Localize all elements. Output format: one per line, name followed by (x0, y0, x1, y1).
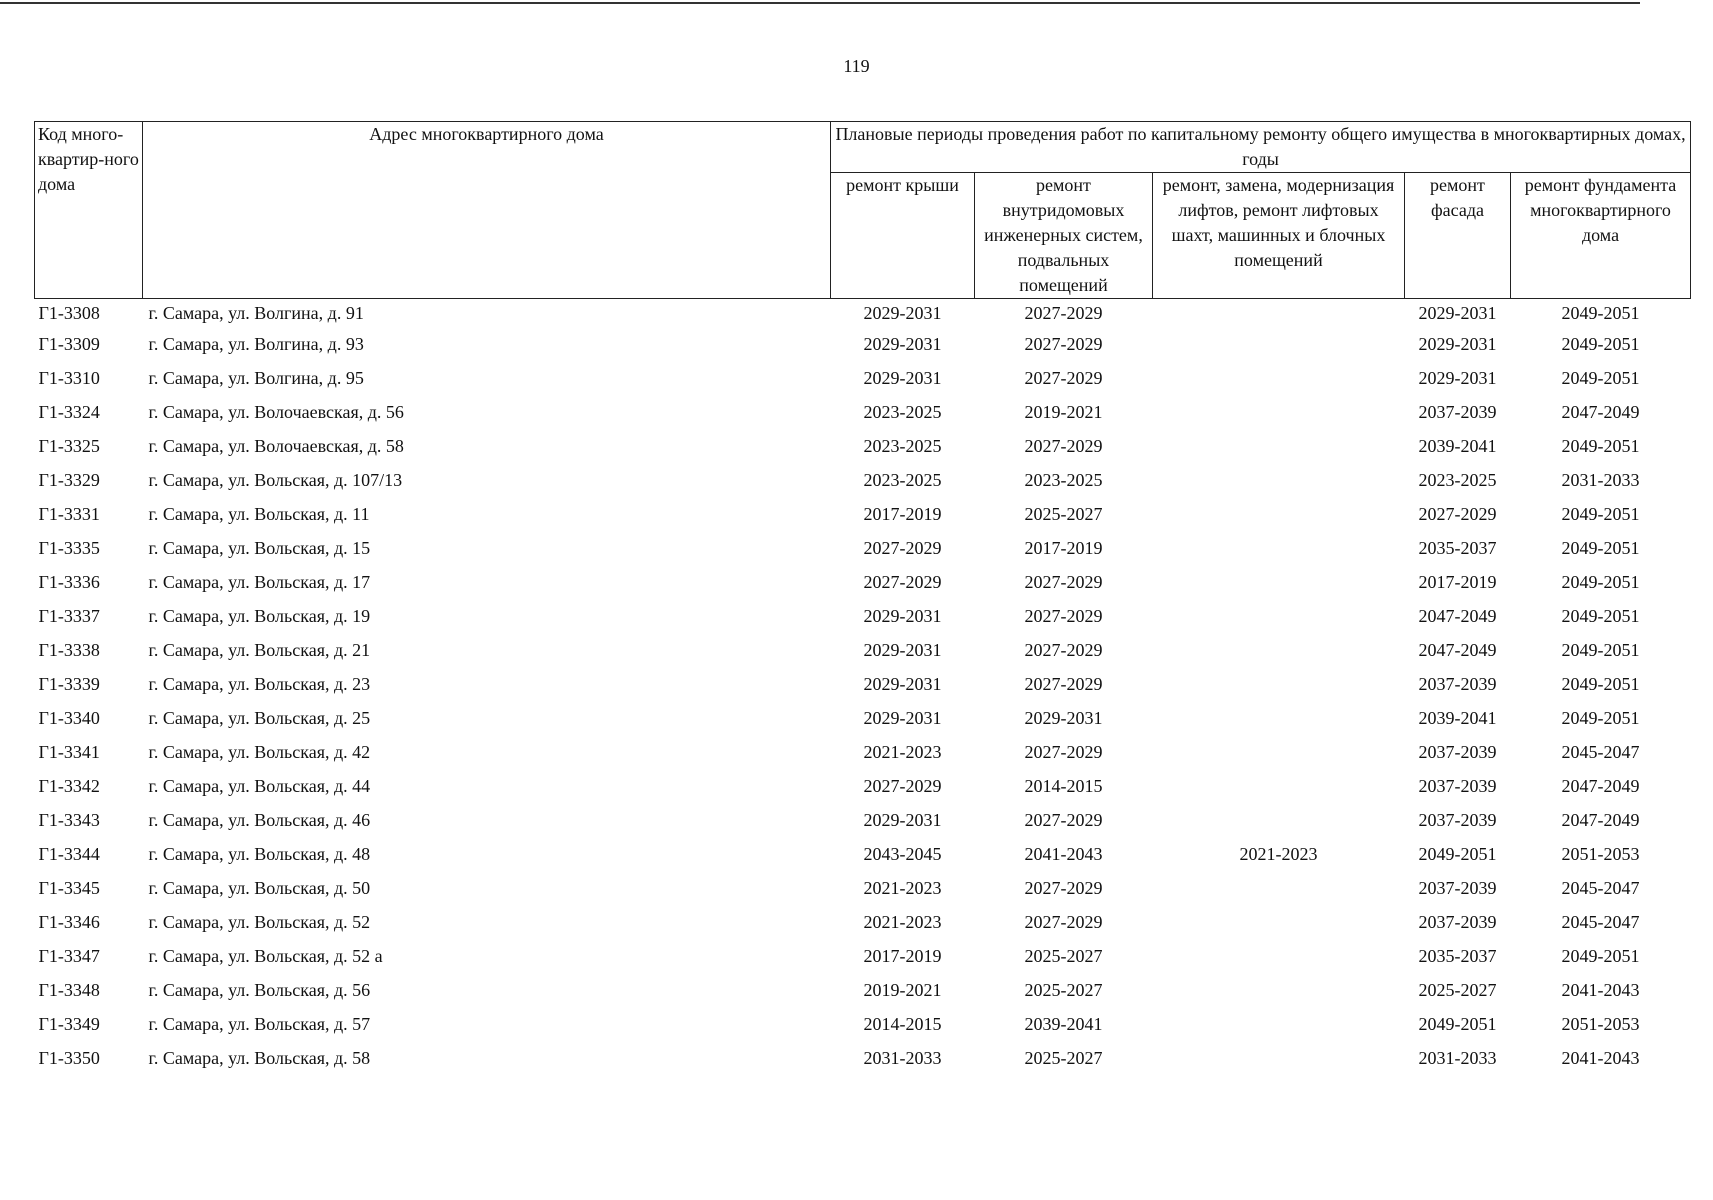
cell-elevators (1153, 939, 1405, 973)
cell-engineering: 2025-2027 (1024, 979, 1103, 1000)
header-foundation: ремонт фундамента многоквартирного дома (1511, 173, 1691, 299)
header-address: Адрес многоквартирного дома (143, 122, 831, 299)
cell-elevators (1153, 667, 1405, 701)
header-row-1 (35, 122, 1691, 173)
cell-facade: 2047-2049 (1418, 605, 1497, 626)
cell-address: г. Самара, ул. Вольская, д. 44 (148, 775, 371, 796)
cell-address: г. Самара, ул. Вольская, д. 50 (148, 877, 371, 898)
cell-elevators (1153, 871, 1405, 905)
cell-foundation: 2049-2051 (1561, 639, 1640, 660)
table-row (35, 1041, 1691, 1075)
cell-roof: 2023-2025 (863, 469, 942, 490)
cell-foundation: 2049-2051 (1561, 367, 1640, 388)
table-header (35, 122, 1691, 299)
cell-elevators (1153, 701, 1405, 735)
cell-elevators (1153, 1007, 1405, 1041)
cell-foundation: 2049-2051 (1561, 333, 1640, 354)
cell-facade: 2029-2031 (1418, 333, 1497, 354)
cell-foundation: 2049-2051 (1561, 673, 1640, 694)
cell-engineering: 2027-2029 (1024, 605, 1103, 626)
cell-address: г. Самара, ул. Вольская, д. 11 (148, 503, 370, 524)
cell-engineering: 2027-2029 (1024, 571, 1103, 592)
cell-engineering: 2027-2029 (1024, 877, 1103, 898)
cell-facade: 2027-2029 (1418, 503, 1497, 524)
cell-address: г. Самара, ул. Волгина, д. 95 (148, 367, 364, 388)
cell-code: Г1-3349 (38, 1013, 100, 1034)
cell-elevators (1153, 1041, 1405, 1075)
cell-engineering: 2025-2027 (1024, 503, 1103, 524)
cell-address: г. Самара, ул. Вольская, д. 25 (148, 707, 371, 728)
cell-roof: 2014-2015 (863, 1013, 942, 1034)
table-row (35, 299, 1691, 328)
cell-foundation: 2041-2043 (1561, 1047, 1640, 1068)
cell-engineering: 2027-2029 (1024, 435, 1103, 456)
table-row (35, 1007, 1691, 1041)
page-number: 119 (843, 56, 870, 76)
cell-code: Г1-3342 (38, 775, 100, 796)
cell-code: Г1-3348 (38, 979, 100, 1000)
cell-elevators (1153, 565, 1405, 599)
cell-elevators (1153, 769, 1405, 803)
table-row (35, 361, 1691, 395)
cell-code: Г1-3346 (38, 911, 100, 932)
cell-code: Г1-3341 (38, 741, 100, 762)
table-row (35, 395, 1691, 429)
cell-elevators (1153, 633, 1405, 667)
header-engineering: ремонт внутридомовых инженерных систем, подвальных помещений (975, 173, 1153, 299)
cell-address: г. Самара, ул. Вольская, д. 56 (148, 979, 371, 1000)
cell-foundation: 2045-2047 (1561, 911, 1640, 932)
cell-roof: 2029-2031 (863, 333, 942, 354)
cell-address: г. Самара, ул. Вольская, д. 15 (148, 537, 371, 558)
cell-roof: 2017-2019 (863, 945, 942, 966)
cell-roof: 2043-2045 (863, 843, 942, 864)
cell-engineering: 2027-2029 (1024, 809, 1103, 830)
table-row (35, 497, 1691, 531)
cell-roof: 2021-2023 (863, 911, 942, 932)
header-code: Код много-квартир-ного дома (35, 122, 143, 299)
top-rule (0, 2, 1640, 4)
cell-roof: 2021-2023 (863, 877, 942, 898)
cell-foundation: 2049-2051 (1561, 302, 1640, 323)
cell-address: г. Самара, ул. Волгина, д. 91 (148, 302, 364, 323)
cell-foundation: 2045-2047 (1561, 877, 1640, 898)
cell-address: г. Самара, ул. Волочаевская, д. 58 (148, 435, 404, 456)
cell-code: Г1-3340 (38, 707, 100, 728)
table-row (35, 769, 1691, 803)
header-planned-periods: Плановые периоды проведения работ по капитальному ремонту общего имущества в многоквартирных домах, годы (831, 122, 1691, 173)
cell-facade: 2029-2031 (1418, 302, 1497, 323)
table-row (35, 871, 1691, 905)
cell-roof: 2017-2019 (863, 503, 942, 524)
cell-code: Г1-3336 (38, 571, 100, 592)
cell-foundation: 2049-2051 (1561, 435, 1640, 456)
cell-elevators (1153, 463, 1405, 497)
cell-code: Г1-3350 (38, 1047, 100, 1068)
cell-foundation: 2047-2049 (1561, 809, 1640, 830)
cell-address: г. Самара, ул. Вольская, д. 52 а (148, 945, 383, 966)
cell-address: г. Самара, ул. Вольская, д. 21 (148, 639, 371, 660)
cell-engineering: 2041-2043 (1024, 843, 1103, 864)
cell-roof: 2027-2029 (863, 775, 942, 796)
cell-foundation: 2051-2053 (1561, 843, 1640, 864)
cell-roof: 2029-2031 (863, 605, 942, 626)
cell-engineering: 2014-2015 (1024, 775, 1103, 796)
cell-foundation: 2047-2049 (1561, 775, 1640, 796)
cell-code: Г1-3331 (38, 503, 100, 524)
cell-address: г. Самара, ул. Вольская, д. 17 (148, 571, 371, 592)
cell-code: Г1-3347 (38, 945, 100, 966)
cell-foundation: 2049-2051 (1561, 945, 1640, 966)
cell-roof: 2019-2021 (863, 979, 942, 1000)
cell-foundation: 2049-2051 (1561, 707, 1640, 728)
cell-code: Г1-3335 (38, 537, 100, 558)
cell-code: Г1-3344 (38, 843, 100, 864)
cell-facade: 2025-2027 (1418, 979, 1497, 1000)
cell-address: г. Самара, ул. Вольская, д. 107/13 (148, 469, 403, 490)
cell-roof: 2029-2031 (863, 639, 942, 660)
header-elevators: ремонт, замена, модернизация лифтов, ремонт лифтовых шахт, машинных и блочных помещений (1153, 173, 1405, 299)
table-row (35, 463, 1691, 497)
cell-engineering: 2017-2019 (1024, 537, 1103, 558)
cell-engineering: 2025-2027 (1024, 1047, 1103, 1068)
table-row (35, 531, 1691, 565)
table-row (35, 633, 1691, 667)
cell-facade: 2017-2019 (1418, 571, 1497, 592)
cell-foundation: 2045-2047 (1561, 741, 1640, 762)
cell-engineering: 2027-2029 (1024, 741, 1103, 762)
cell-elevators (1153, 735, 1405, 769)
header-roof: ремонт крыши (831, 173, 975, 299)
cell-engineering: 2027-2029 (1024, 367, 1103, 388)
cell-facade: 2039-2041 (1418, 435, 1497, 456)
cell-facade: 2037-2039 (1418, 877, 1497, 898)
cell-address: г. Самара, ул. Вольская, д. 48 (148, 843, 371, 864)
cell-facade: 2049-2051 (1418, 843, 1497, 864)
cell-roof: 2029-2031 (863, 707, 942, 728)
cell-elevators (1153, 361, 1405, 395)
cell-facade: 2031-2033 (1418, 1047, 1497, 1068)
cell-facade: 2037-2039 (1418, 673, 1497, 694)
cell-address: г. Самара, ул. Вольская, д. 46 (148, 809, 371, 830)
cell-elevators (1153, 531, 1405, 565)
cell-elevators (1153, 327, 1405, 361)
cell-elevators (1153, 599, 1405, 633)
table-row (35, 803, 1691, 837)
cell-foundation: 2047-2049 (1561, 401, 1640, 422)
cell-engineering: 2027-2029 (1024, 333, 1103, 354)
cell-engineering: 2027-2029 (1024, 911, 1103, 932)
cell-roof: 2031-2033 (863, 1047, 942, 1068)
cell-code: Г1-3324 (38, 401, 100, 422)
cell-elevators (1153, 395, 1405, 429)
cell-engineering: 2027-2029 (1024, 673, 1103, 694)
cell-elevators (1153, 299, 1405, 328)
cell-address: г. Самара, ул. Волочаевская, д. 56 (148, 401, 404, 422)
cell-code: Г1-3308 (38, 302, 100, 323)
cell-roof: 2021-2023 (863, 741, 942, 762)
cell-address: г. Самара, ул. Вольская, д. 57 (148, 1013, 371, 1034)
cell-facade: 2035-2037 (1418, 945, 1497, 966)
cell-engineering: 2023-2025 (1024, 469, 1103, 490)
cell-code: Г1-3338 (38, 639, 100, 660)
cell-address: г. Самара, ул. Вольская, д. 19 (148, 605, 371, 626)
cell-engineering: 2039-2041 (1024, 1013, 1103, 1034)
cell-roof: 2029-2031 (863, 302, 942, 323)
cell-engineering: 2029-2031 (1024, 707, 1103, 728)
cell-facade: 2029-2031 (1418, 367, 1497, 388)
repair-schedule-table (34, 121, 1691, 1075)
table-row (35, 667, 1691, 701)
table-row (35, 837, 1691, 871)
cell-code: Г1-3337 (38, 605, 100, 626)
cell-code: Г1-3309 (38, 333, 100, 354)
table-row (35, 327, 1691, 361)
cell-foundation: 2031-2033 (1561, 469, 1640, 490)
cell-elevators (1153, 429, 1405, 463)
table-row (35, 565, 1691, 599)
cell-code: Г1-3325 (38, 435, 100, 456)
cell-roof: 2027-2029 (863, 537, 942, 558)
table-body (35, 299, 1691, 1076)
cell-address: г. Самара, ул. Волгина, д. 93 (148, 333, 364, 354)
cell-foundation: 2049-2051 (1561, 571, 1640, 592)
cell-foundation: 2041-2043 (1561, 979, 1640, 1000)
cell-roof: 2023-2025 (863, 435, 942, 456)
cell-elevators (1153, 497, 1405, 531)
cell-address: г. Самара, ул. Вольская, д. 42 (148, 741, 371, 762)
table-row (35, 973, 1691, 1007)
table-row (35, 939, 1691, 973)
cell-address: г. Самара, ул. Вольская, д. 23 (148, 673, 371, 694)
cell-engineering: 2027-2029 (1024, 302, 1103, 323)
table-row (35, 701, 1691, 735)
cell-roof: 2027-2029 (863, 571, 942, 592)
cell-facade: 2037-2039 (1418, 401, 1497, 422)
cell-code: Г1-3345 (38, 877, 100, 898)
cell-engineering: 2027-2029 (1024, 639, 1103, 660)
cell-facade: 2047-2049 (1418, 639, 1497, 660)
cell-facade: 2037-2039 (1418, 911, 1497, 932)
cell-foundation: 2049-2051 (1561, 503, 1640, 524)
cell-elevators (1153, 905, 1405, 939)
cell-roof: 2023-2025 (863, 401, 942, 422)
cell-address: г. Самара, ул. Вольская, д. 52 (148, 911, 371, 932)
cell-engineering: 2025-2027 (1024, 945, 1103, 966)
cell-code: Г1-3329 (38, 469, 100, 490)
cell-foundation: 2051-2053 (1561, 1013, 1640, 1034)
cell-elevators: 2021-2023 (1239, 843, 1318, 864)
cell-roof: 2029-2031 (863, 367, 942, 388)
cell-code: Г1-3310 (38, 367, 100, 388)
cell-address: г. Самара, ул. Вольская, д. 58 (148, 1047, 371, 1068)
cell-facade: 2037-2039 (1418, 775, 1497, 796)
cell-facade: 2037-2039 (1418, 741, 1497, 762)
table-row (35, 735, 1691, 769)
cell-engineering: 2019-2021 (1024, 401, 1103, 422)
cell-roof: 2029-2031 (863, 673, 942, 694)
cell-facade: 2039-2041 (1418, 707, 1497, 728)
cell-foundation: 2049-2051 (1561, 605, 1640, 626)
cell-facade: 2035-2037 (1418, 537, 1497, 558)
cell-facade: 2037-2039 (1418, 809, 1497, 830)
cell-elevators (1153, 973, 1405, 1007)
table-row (35, 905, 1691, 939)
table-row (35, 599, 1691, 633)
cell-facade: 2049-2051 (1418, 1013, 1497, 1034)
cell-roof: 2029-2031 (863, 809, 942, 830)
table-row (35, 429, 1691, 463)
cell-foundation: 2049-2051 (1561, 537, 1640, 558)
cell-code: Г1-3343 (38, 809, 100, 830)
header-facade: ремонт фасада (1405, 173, 1511, 299)
cell-facade: 2023-2025 (1418, 469, 1497, 490)
cell-elevators (1153, 803, 1405, 837)
cell-code: Г1-3339 (38, 673, 100, 694)
